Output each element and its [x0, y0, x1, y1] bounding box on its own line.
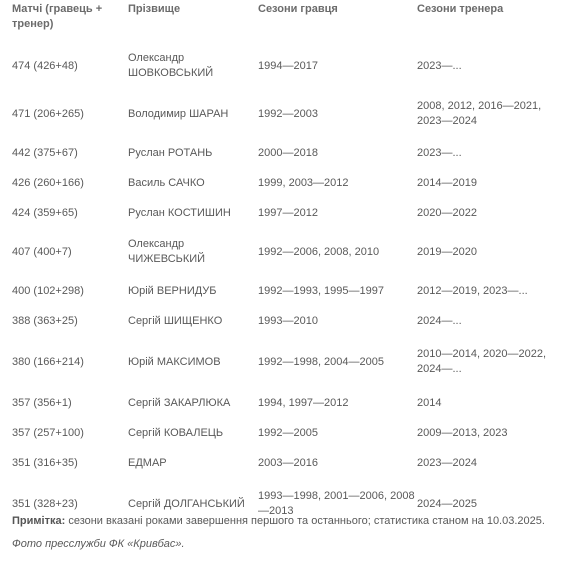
player-seasons-cell: 1992—2003 [258, 107, 318, 120]
note-label: Примітка: [12, 515, 66, 527]
player-seasons-cell: 1992—1998, 2004—2005 [258, 355, 384, 368]
note-paragraph [12, 514, 562, 529]
coach-seasons-cell: 2023—... [417, 146, 462, 159]
coach-seasons-cell: 2023—... [417, 59, 462, 72]
name-cell: Сергій КОВАЛЕЦЬ [128, 426, 224, 439]
player-seasons-cell: 2003—2016 [258, 456, 318, 469]
matches-cell: 471 (206+265) [12, 107, 84, 120]
coach-seasons-cell: 2024—2025 [417, 497, 477, 510]
player-seasons-cell: 1992—2005 [258, 426, 318, 439]
name-cell: Олександр ШОВКОВСЬКИЙ [128, 52, 214, 79]
matches-cell: 426 (260+166) [12, 176, 84, 189]
matches-cell: 351 (316+35) [12, 456, 78, 469]
coach-seasons-cell: 2020—2022 [417, 206, 477, 219]
player-seasons-cell: 1993—2010 [258, 314, 318, 327]
coach-seasons-cell: 2014—2019 [417, 176, 477, 189]
name-cell: Володимир ШАРАН [128, 107, 229, 120]
coach-seasons-cell: 2019—2020 [417, 245, 477, 258]
table-row [12, 418, 562, 448]
matches-cell: 357 (257+100) [12, 426, 84, 439]
table-row [12, 336, 562, 388]
header-player-seasons: Сезони гравця [258, 3, 338, 15]
coach-seasons-cell: 2010—2014, 2020—2022, 2024—... [417, 348, 547, 375]
name-cell: Василь САЧКО [128, 176, 205, 189]
matches-cell: 388 (363+25) [12, 314, 78, 327]
name-cell: Юрій ВЕРНИДУБ [128, 284, 217, 297]
player-seasons-cell: 1992—2006, 2008, 2010 [258, 245, 380, 258]
name-cell: Сергій ШИЩЕНКО [128, 314, 223, 327]
coach-seasons-cell: 2014 [417, 396, 442, 409]
table-row [12, 276, 562, 306]
player-seasons-cell: 1992—1993, 1995—1997 [258, 284, 384, 297]
matches-cell: 380 (166+214) [12, 355, 84, 368]
name-cell: Сергій ЗАКАРЛЮКА [128, 396, 231, 409]
matches-cell: 442 (375+67) [12, 146, 78, 159]
player-seasons-cell: 2000—2018 [258, 146, 318, 159]
player-seasons-cell: 1994—2017 [258, 59, 318, 72]
table-row [12, 306, 562, 336]
matches-cell: 407 (400+7) [12, 245, 72, 258]
table-row [12, 198, 562, 228]
player-seasons-cell: 1993—1998, 2001—2006, 2008—2013 [258, 490, 415, 517]
coach-seasons-cell: 2024—... [417, 314, 462, 327]
table-row [12, 228, 562, 276]
player-seasons-cell: 1994, 1997—2012 [258, 396, 349, 409]
name-cell: Сергій ДОЛГАНСЬКИЙ [128, 497, 245, 510]
table-row [12, 138, 562, 168]
coach-seasons-cell: 2012—2019, 2023—... [417, 284, 528, 297]
player-seasons-cell: 1999, 2003—2012 [258, 176, 349, 189]
header-coach-seasons: Сезони тренера [417, 3, 504, 15]
matches-cell: 474 (426+48) [12, 59, 78, 72]
name-cell: Руслан РОТАНЬ [128, 146, 213, 159]
table-row [12, 90, 562, 138]
matches-cell: 400 (102+298) [12, 284, 84, 297]
header-matches: Матчі (гравець + тренер) [12, 3, 103, 30]
table-row [12, 388, 562, 418]
coach-seasons-cell: 2023—2024 [417, 456, 477, 469]
stats-table [12, 2, 562, 530]
name-cell: Юрій МАКСИМОВ [128, 355, 221, 368]
matches-cell: 351 (328+23) [12, 497, 78, 510]
name-cell: ЕДМАР [128, 456, 167, 469]
table-row [12, 168, 562, 198]
footnotes [12, 514, 562, 560]
note-text: сезони вказані роками завершення першого та останнього; статистика станом на 10.03.2025. [65, 515, 545, 527]
player-seasons-cell: 1997—2012 [258, 206, 318, 219]
table-row [12, 42, 562, 90]
name-cell: Руслан КОСТИШИН [128, 206, 231, 219]
matches-cell: 357 (356+1) [12, 396, 72, 409]
photo-credit: Фото пресслужби ФК «Кривбас». [12, 538, 185, 550]
matches-cell: 424 (359+65) [12, 206, 78, 219]
coach-seasons-cell: 2008, 2012, 2016—2021, 2023—2024 [417, 100, 542, 127]
table-row [12, 448, 562, 478]
header-surname: Прізвище [128, 3, 181, 15]
table-header-row [12, 2, 562, 42]
coach-seasons-cell: 2009—2013, 2023 [417, 426, 508, 439]
name-cell: Олександр ЧИЖЕВСЬКИЙ [128, 238, 206, 265]
